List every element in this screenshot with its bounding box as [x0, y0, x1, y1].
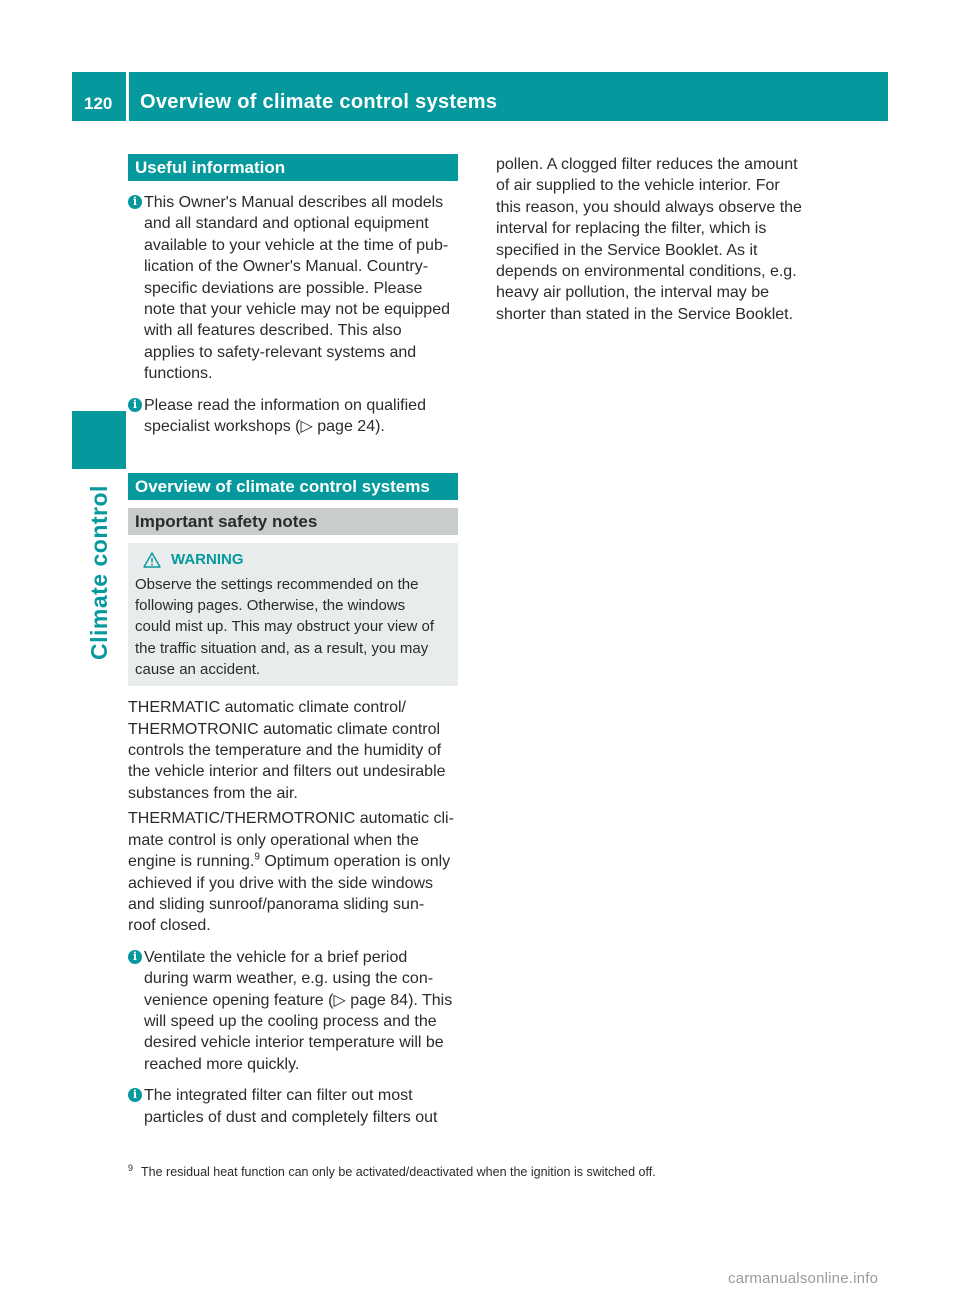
page-title: Overview of climate control systems: [140, 91, 498, 113]
info-note-line: reached more quickly.: [144, 1055, 300, 1073]
paragraph-text: engine is running.: [128, 853, 255, 871]
info-note-line: Ventilate the vehicle for a brief period: [144, 948, 408, 966]
page-reference-link[interactable]: page 84). This: [345, 991, 453, 1009]
info-note-line: during warm weather, e.g. using the con-: [144, 970, 434, 988]
info-note-line: [144, 416, 458, 437]
useful-information-heading: Useful information: [128, 154, 458, 181]
paragraph-line: heavy air pollution, the interval may be: [496, 284, 770, 302]
info-text: venience opening feature (: [144, 991, 334, 1009]
paragraph-line: the vehicle interior and filters out undesirable: [128, 763, 446, 781]
paragraph-line: THERMATIC/THERMOTRONIC automatic cli-: [128, 810, 454, 828]
page-reference-arrow-icon: ▷: [333, 991, 346, 1009]
right-column: [496, 154, 816, 325]
info-note-line: and all standard and optional equipment: [144, 215, 429, 233]
paragraph-line: achieved if you drive with the side windows: [128, 874, 434, 892]
paragraph-line: controls the temperature and the humidity of: [128, 742, 442, 760]
paragraph-line: pollen. A clogged filter reduces the amount: [496, 156, 798, 173]
page-header: [72, 72, 888, 121]
info-note-line: applies to safety-relevant systems and: [144, 343, 417, 361]
paragraph-line: depends on environmental conditions, e.g.: [496, 263, 797, 281]
footnote-number: 9: [128, 1162, 134, 1173]
info-note-line: particles of dust and completely filters out: [144, 1108, 438, 1126]
paragraph-line: [128, 851, 458, 872]
info-note-line: note that your vehicle may not be equipped: [144, 301, 450, 319]
info-note-line: lication of the Owner's Manual. Country-: [144, 258, 429, 276]
paragraph-line: this reason, you should always observe the: [496, 198, 802, 216]
warning-line: following pages. Otherwise, the windows: [135, 597, 406, 615]
overview-heading: Overview of climate control systems: [128, 473, 458, 500]
footnote-text: The residual heat function can only be activated/deactivated when the ignition is switched off.: [141, 1165, 656, 1179]
info-icon: i: [128, 1088, 142, 1102]
info-note-line: functions.: [144, 365, 213, 383]
info-note-workshops: [128, 395, 458, 438]
warning-box: [128, 543, 458, 686]
info-note-filter: [128, 1085, 458, 1128]
warning-line: cause an accident.: [135, 660, 261, 678]
warning-triangle-icon: [143, 552, 161, 568]
side-tab-label: Climate control: [86, 485, 112, 660]
safety-notes-heading: Important safety notes: [128, 508, 458, 535]
paragraph-text: Optimum operation is only: [259, 853, 451, 871]
header-divider: [126, 72, 129, 121]
side-tab-marker: [72, 411, 126, 469]
paragraph-climate-control: [128, 697, 458, 804]
info-note-line: will speed up the cooling process and the: [144, 1012, 437, 1030]
paragraph-line: THERMATIC automatic climate control/: [128, 699, 406, 717]
paragraph-line: and sliding sunroof/panorama sliding sun-: [128, 895, 425, 913]
footnote: [128, 1162, 818, 1179]
info-note-line: The integrated filter can filter out most: [144, 1087, 413, 1105]
page-reference-link[interactable]: page 24).: [312, 418, 385, 436]
paragraph-line: roof closed.: [128, 917, 211, 935]
page-number: 120: [84, 94, 113, 113]
info-text: specialist workshops (: [144, 418, 301, 436]
info-note-line: desired vehicle interior temperature will be: [144, 1034, 444, 1052]
page-reference-arrow-icon: ▷: [300, 418, 313, 436]
paragraph-line: THERMOTRONIC automatic climate control: [128, 720, 441, 738]
info-note-line: with all features described. This also: [144, 322, 402, 340]
warning-line: Observe the settings recommended on the: [135, 575, 419, 593]
info-icon: i: [128, 950, 142, 964]
paragraph-line: interval for replacing the filter, which is: [496, 220, 767, 238]
warning-label: WARNING: [171, 551, 244, 569]
paragraph-line: mate control is only operational when the: [128, 831, 419, 849]
warning-line: the traffic situation and, as a result, you may: [135, 639, 429, 657]
paragraph-line: shorter than stated in the Service Booklet.: [496, 305, 794, 323]
info-note-ventilate: [128, 947, 458, 1075]
warning-line: could mist up. This may obstruct your view of: [135, 618, 435, 636]
info-icon: i: [128, 195, 142, 209]
paragraph-line: of air supplied to the vehicle interior. For: [496, 177, 780, 195]
info-note-line: [144, 990, 458, 1011]
info-note-line: Please read the information on qualified: [144, 396, 426, 414]
paragraph-line: specified in the Service Booklet. As it: [496, 241, 758, 259]
info-note-owners-manual: [128, 192, 458, 385]
paragraph-line: substances from the air.: [128, 784, 298, 802]
warning-header: [135, 549, 451, 570]
paragraph-operation: [128, 808, 458, 936]
left-column: [128, 154, 458, 1128]
info-note-line: This Owner's Manual describes all models: [144, 194, 444, 211]
footnote-mark: 9: [254, 851, 260, 863]
watermark: carmanualsonline.info: [728, 1270, 879, 1287]
info-icon: i: [128, 398, 142, 412]
info-note-line: available to your vehicle at the time of pub-: [144, 236, 449, 254]
info-note-line: specific deviations are possible. Please: [144, 279, 423, 297]
